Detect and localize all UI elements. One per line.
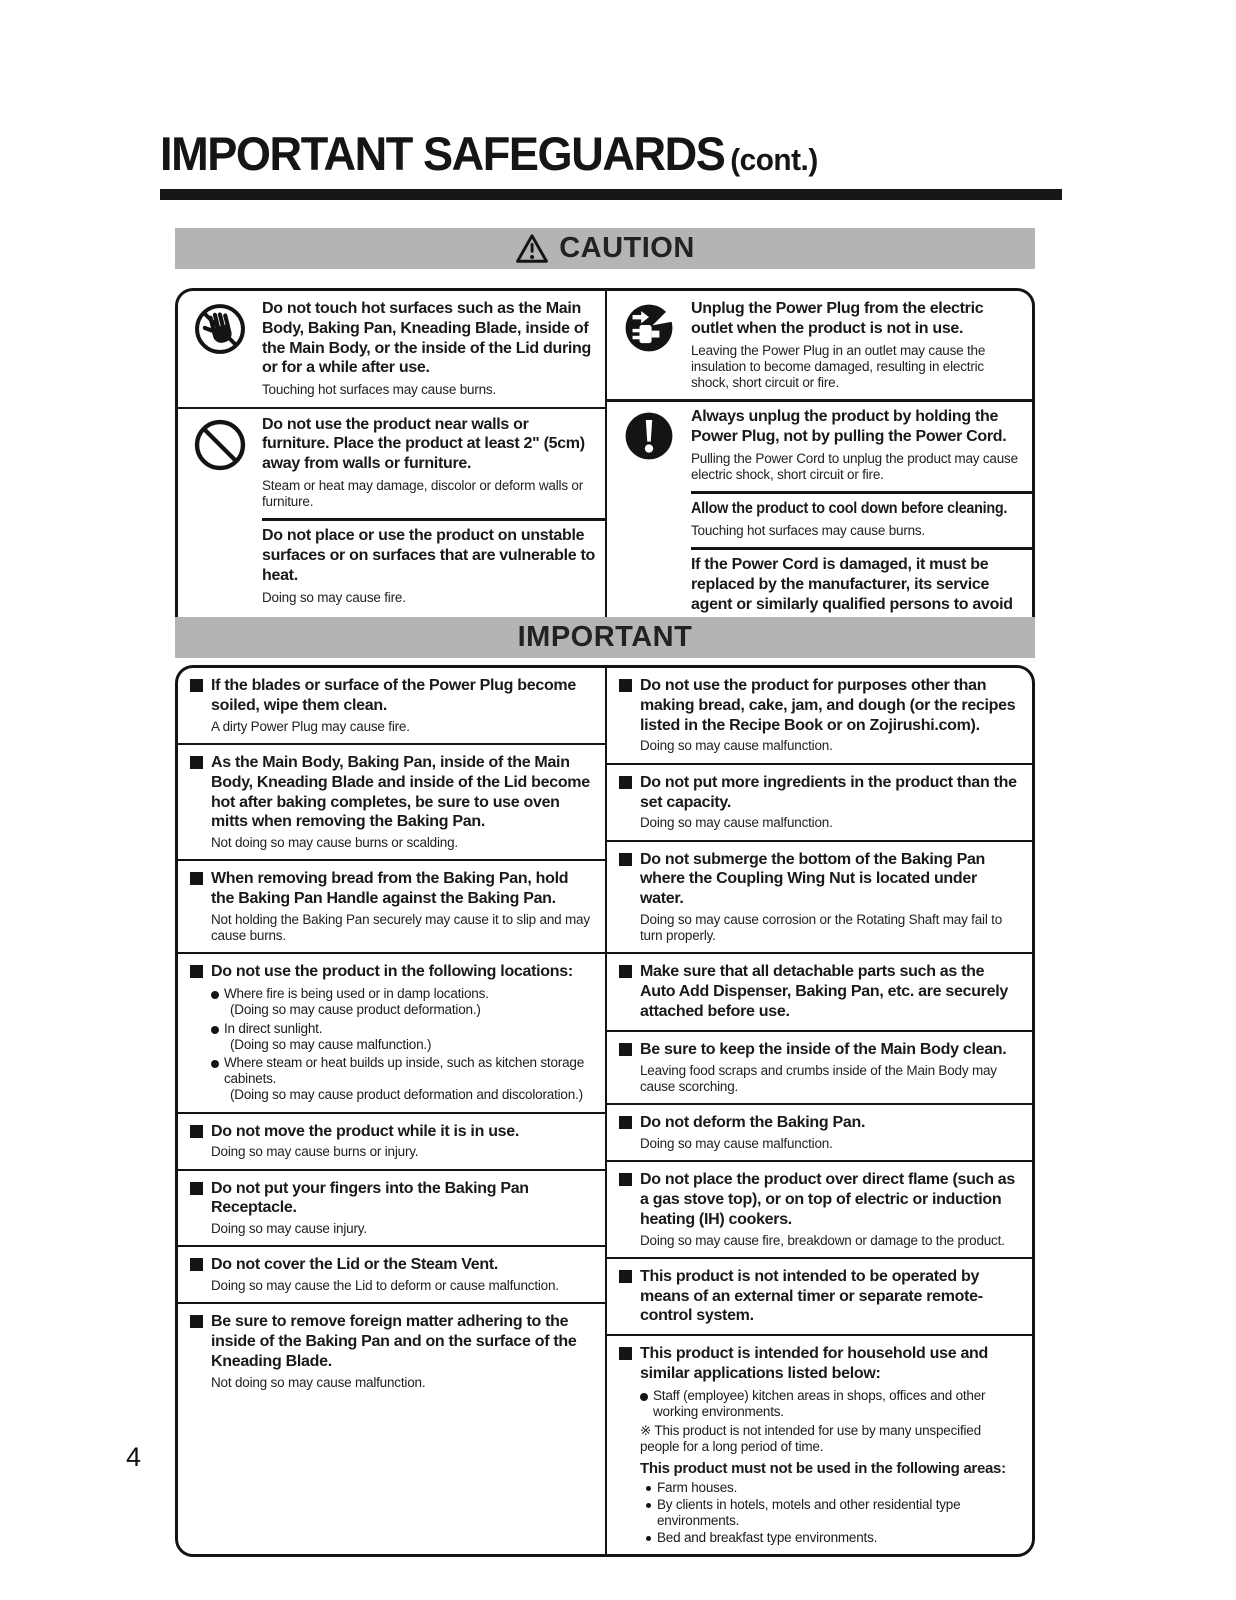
important-item [607,668,1032,763]
important-heading: Do not submerge the bottom of the Baking Pan where the Coupling Wing Nut is located under water. [640,850,986,908]
caution-item [607,291,1032,399]
page-number: 4 [126,1442,142,1472]
square-bullet [619,1116,632,1129]
caution-item-text [691,407,1024,483]
dot-bullet [640,1393,648,1401]
list-item-note: (Doing so may cause malfunction.) [230,1036,432,1052]
important-item [607,952,1032,1029]
mini-dot-bullet [646,1503,651,1508]
list-item-text: Where steam or heat builds up inside, such as kitchen storage cabinets. [224,1054,584,1087]
asterisk-note: ※ This product is not intended for use by many unspecified people for a long period of time. [640,1423,981,1455]
square-bullet [619,1270,632,1283]
important-box [175,665,1035,1557]
caution-item-text [262,299,597,399]
dot-bullet [211,1060,219,1068]
important-heading: Make sure that all detachable parts such as the Auto Add Dispenser, Baking Pan, etc. are securely attached before use. [640,963,1008,1021]
list-item-text: Where fire is being used or in damp locations. [224,986,489,1002]
square-bullet [619,679,632,692]
caution-right-column [605,291,1032,643]
important-heading: When removing bread from the Baking Pan, hold the Baking Pan Handle against the Baking Pan. [211,870,569,908]
list-item [211,1055,595,1104]
important-heading: This product is intended for household use and similar applications listed below: [640,1345,988,1383]
title-rule [160,189,1062,200]
square-bullet [619,1347,632,1360]
important-note: Doing so may cause burns or injury. [211,1144,419,1160]
icon-spacer [607,499,691,539]
caution-box [175,288,1035,646]
square-bullet [619,1043,632,1056]
important-item [178,1245,605,1302]
page-title-text: IMPORTANT SAFEGUARDS [160,127,725,180]
mini-dot-bullet [646,1486,651,1491]
caution-heading: Allow the product to cool down before cleaning. [691,500,1008,518]
caution-heading: Do not use the product near walls or furniture. Place the product at least 2" (5cm) away from walls or furniture. [262,415,585,473]
important-item [178,952,605,1111]
caution-left-column [178,291,605,643]
no-touch-icon [178,299,262,399]
important-item [607,1257,1032,1334]
square-bullet [190,965,203,978]
important-item [178,1112,605,1169]
important-note: Doing so may cause fire, breakdown or damage to the product. [640,1232,1005,1248]
list-item-text: Bed and breakfast type environments. [657,1530,878,1546]
important-note: Not doing so may cause malfunction. [211,1374,426,1390]
square-bullet [619,965,632,978]
square-bullet [190,1125,203,1138]
caution-item-text [262,415,597,511]
caution-item [607,399,1032,491]
warning-triangle-icon [515,233,549,264]
caution-note: Doing so may cause fire. [262,589,406,605]
caution-item [178,291,605,407]
square-bullet [190,1315,203,1328]
important-heading: As the Main Body, Baking Pan, inside of the Main Body, Kneading Blade and inside of the Lid become hot after baking completes, be sure to use oven mitts when removing the Baking Pan. [211,753,590,831]
list-item [646,1530,1022,1546]
important-heading: Be sure to keep the inside of the Main Body clean. [640,1040,1007,1058]
square-bullet [619,853,632,866]
important-heading: Do not place the product over direct flame (such as a gas stove top), or on top of electric or induction heating (IH) cookers. [640,1171,1016,1228]
important-note: Doing so may cause injury. [211,1221,367,1237]
dot-bullet [211,991,219,999]
square-bullet [619,1173,632,1186]
important-item [178,743,605,860]
important-heading: Be sure to remove foreign matter adhering to the inside of the Baking Pan and on the surface of the Kneading Blade. [211,1313,577,1371]
square-bullet [190,1258,203,1271]
square-bullet [619,776,632,789]
list-item [640,1388,1022,1420]
caution-note: Touching hot surfaces may cause burns. [691,523,926,539]
important-note: Doing so may cause malfunction. [640,738,833,754]
important-right-column [605,668,1032,1554]
list-item [211,1021,595,1053]
important-item [178,1302,605,1399]
application-list [640,1388,1022,1420]
list-item-note: (Doing so may cause product deformation and discoloration.) [230,1087,583,1103]
title-block [160,126,1062,200]
important-item [607,1030,1032,1103]
important-note: Not doing so may cause burns or scalding. [211,835,458,851]
important-heading: Do not cover the Lid or the Steam Vent. [211,1256,499,1274]
list-item-text: Farm houses. [657,1479,738,1495]
important-banner [175,617,1035,658]
important-banner-label: IMPORTANT [517,621,693,653]
list-item [646,1480,1022,1496]
page-title [160,126,1026,181]
important-subheading: This product must not be used in the following areas: [640,1459,1006,1477]
important-item [178,1169,605,1246]
caution-item [178,518,605,614]
important-item [607,1103,1032,1160]
caution-banner-label: CAUTION [559,232,695,264]
caution-note: Leaving the Power Plug in an outlet may cause the insulation to become damaged, resulting in electric shock, short circuit or fire. [691,342,986,391]
important-note: Doing so may cause the Lid to deform or cause malfunction. [211,1278,559,1294]
mini-dot-bullet [646,1536,651,1541]
dot-bullet [211,1026,219,1034]
important-note: Not holding the Baking Pan securely may cause it to slip and may cause burns. [211,912,590,944]
important-heading: Do not put your fingers into the Baking Pan Receptacle. [211,1179,529,1217]
list-item [211,986,595,1018]
important-item [607,763,1032,840]
square-bullet [190,872,203,885]
important-note: Leaving food scraps and crumbs inside of the Main Body may cause scorching. [640,1062,997,1094]
caution-item-text [262,526,597,606]
caution-heading: Unplug the Power Plug from the electric outlet when the product is not in use. [691,300,984,337]
important-item [607,1334,1032,1554]
important-item [607,1160,1032,1257]
list-item-note: (Doing so may cause product deformation.) [230,1002,481,1018]
caution-item [178,407,605,519]
square-bullet [190,1182,203,1195]
caution-note: Touching hot surfaces may cause burns. [262,382,497,398]
caution-item [607,491,1032,547]
list-item-text: Staff (employee) kitchen areas in shops, offices and other working environments. [653,1387,986,1420]
caution-heading: Always unplug the product by holding the Power Plug, not by pulling the Power Cord. [691,408,1007,446]
important-heading: Do not deform the Baking Pan. [640,1114,866,1132]
important-note: Doing so may cause malfunction. [640,1135,833,1151]
important-heading: If the blades or surface of the Power Plug become soiled, wipe them clean. [211,677,576,714]
important-heading: Do not use the product in the following locations: [211,963,573,981]
unplug-icon [607,299,691,391]
important-heading: Do not put more ingredients in the product than the set capacity. [640,773,1017,811]
important-item [607,840,1032,953]
important-note: Doing so may cause malfunction. [640,815,833,831]
page-title-suffix: (cont.) [730,142,818,177]
caution-item-text [691,299,1024,391]
important-left-column [178,668,605,1554]
important-item [178,859,605,952]
square-bullet [190,756,203,769]
caution-item-text [691,499,1024,539]
list-item-text: In direct sunlight. [224,1020,323,1036]
important-heading: Do not move the product while it is in use. [211,1122,520,1140]
caution-note: Pulling the Power Cord to unplug the product may cause electric shock, short circuit or fire. [691,450,1018,483]
important-item [178,668,605,743]
important-note: A dirty Power Plug may cause fire. [211,718,410,734]
exclamation-icon [607,407,691,483]
important-heading: This product is not intended to be operated by means of an external timer or separate remote-control system. [640,1267,983,1325]
square-bullet [190,679,203,692]
caution-heading: Do not place or use the product on unstable surfaces or on surfaces that are vulnerable to heat. [262,527,595,585]
caution-heading: Do not touch hot surfaces such as the Main Body, Baking Pan, Kneading Blade, inside of the Main Body, or the inside of the Lid during or for a while after use. [262,300,592,377]
important-note: Doing so may cause corrosion or the Rotating Shaft may fail to turn properly. [640,912,1003,944]
list-item-text: By clients in hotels, motels and other residential type environments. [657,1496,961,1529]
important-heading: Do not use the product for purposes other than making bread, cake, jam, and dough (or the recipes listed in the Recipe Book or on Zojirushi.com). [640,677,1016,734]
list-item [646,1497,1022,1529]
location-list [211,986,595,1103]
caution-heading: If the Power Cord is damaged, it must be replaced by the manufacturer, its service agent or similarly qualified persons to avoid [691,556,1013,613]
icon-spacer [178,526,262,606]
prohibition-icon [178,415,262,511]
caution-note: Steam or heat may damage, discolor or deform walls or furniture. [262,477,584,510]
caution-banner [175,228,1035,269]
area-list [646,1480,1022,1547]
